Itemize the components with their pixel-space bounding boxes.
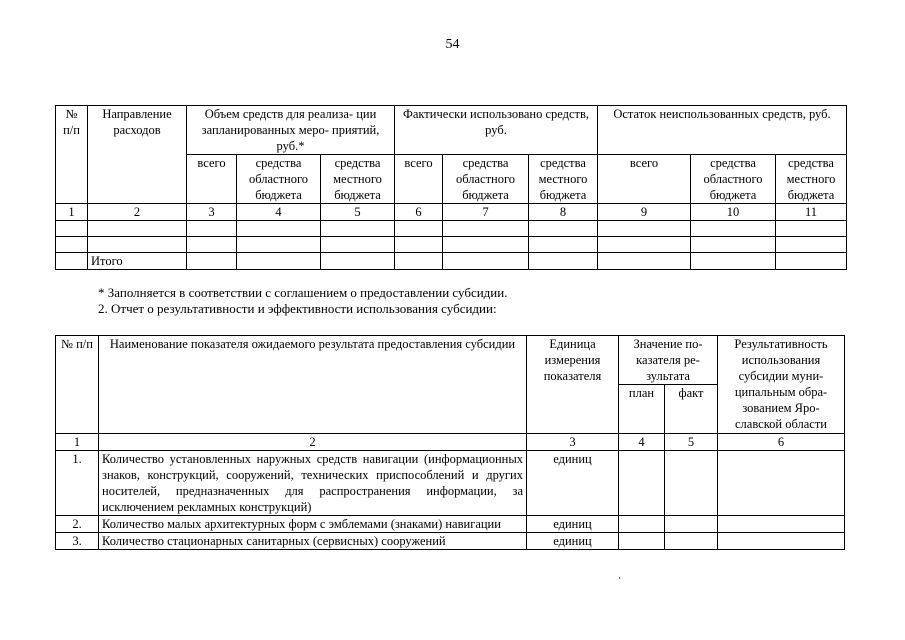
subheader-regional: средства областного бюджета: [237, 155, 321, 204]
table2-header-row: [56, 336, 845, 385]
header-planned: Объем средств для реализа- ции запланированных меро- приятий, руб.*: [187, 106, 395, 155]
header-actual: Фактически использовано средств, руб.: [395, 106, 598, 155]
table1-header-row: [56, 106, 847, 155]
col-number: 1: [56, 204, 88, 221]
header-value: Значение по- казателя ре- зультата: [619, 336, 718, 385]
section-heading: 2. Отчет о результативности и эффективности использования субсидии:: [98, 301, 497, 316]
header-num: № п/п: [56, 336, 99, 434]
row-indicator: Количество установленных наружных средств навигации (информационных знаков, конструкций, сооружений, технических приспособлений и других носителей, предназначенных для распространения информации, за исключением рекламных конструкций): [99, 451, 527, 516]
header-indicator: Наименование показателя ожидаемого результата предоставления субсидии: [99, 336, 527, 434]
col-number: 4: [237, 204, 321, 221]
total-label: Итого: [88, 253, 187, 270]
subheader-total: всего: [598, 155, 691, 204]
subheader-local: средства местного бюджета: [529, 155, 598, 204]
funds-usage-table: [55, 105, 847, 270]
col-number: 4: [619, 434, 665, 451]
col-number: 2: [88, 204, 187, 221]
col-number: 3: [187, 204, 237, 221]
col-number: 3: [527, 434, 619, 451]
table-row: [56, 516, 845, 533]
header-direction: Направление расходов: [88, 106, 187, 204]
col-number: 5: [321, 204, 395, 221]
subheader-fact: факт: [665, 385, 718, 434]
subheader-total: всего: [187, 155, 237, 204]
table-row: [56, 451, 845, 516]
table-row: [56, 533, 845, 550]
col-number: 6: [395, 204, 443, 221]
row-unit: единиц: [527, 451, 619, 516]
row-indicator: Количество стационарных санитарных (сервисных) сооружений: [99, 533, 527, 550]
col-number: 10: [691, 204, 776, 221]
col-number: 1: [56, 434, 99, 451]
col-number: 11: [776, 204, 847, 221]
page-number: 54: [445, 37, 460, 52]
row-indicator: Количество малых архитектурных форм с эмблемами (знаками) навигации: [99, 516, 527, 533]
table1-empty-row: [56, 237, 847, 253]
scan-dot: [619, 577, 620, 579]
header-unit: Единица измерения показателя: [527, 336, 619, 434]
subheader-regional: средства областного бюджета: [443, 155, 529, 204]
header-remainder: Остаток неиспользованных средств, руб.: [598, 106, 847, 155]
effectiveness-table: [55, 335, 845, 550]
col-number: 8: [529, 204, 598, 221]
col-number: 5: [665, 434, 718, 451]
row-unit: единиц: [527, 533, 619, 550]
col-number: 9: [598, 204, 691, 221]
subheader-regional: средства областного бюджета: [691, 155, 776, 204]
col-number: 2: [99, 434, 527, 451]
row-num: 3.: [56, 533, 99, 550]
footnote: * Заполняется в соответствии с соглашением о предоставлении субсидии.: [98, 285, 508, 300]
table1-column-numbers: [56, 204, 847, 221]
col-number: 6: [718, 434, 845, 451]
row-num: 2.: [56, 516, 99, 533]
subheader-local: средства местного бюджета: [776, 155, 847, 204]
table1-empty-row: [56, 221, 847, 237]
subheader-total: всего: [395, 155, 443, 204]
table1-total-row: [56, 253, 847, 270]
header-num: № п/п: [56, 106, 88, 204]
row-num: 1.: [56, 451, 99, 516]
subheader-plan: план: [619, 385, 665, 434]
header-effectiveness: Результативность использования субсидии муни- ципальным обра- зованием Яро- славской области: [718, 336, 845, 434]
row-unit: единиц: [527, 516, 619, 533]
col-number: 7: [443, 204, 529, 221]
table2-column-numbers: [56, 434, 845, 451]
subheader-local: средства местного бюджета: [321, 155, 395, 204]
